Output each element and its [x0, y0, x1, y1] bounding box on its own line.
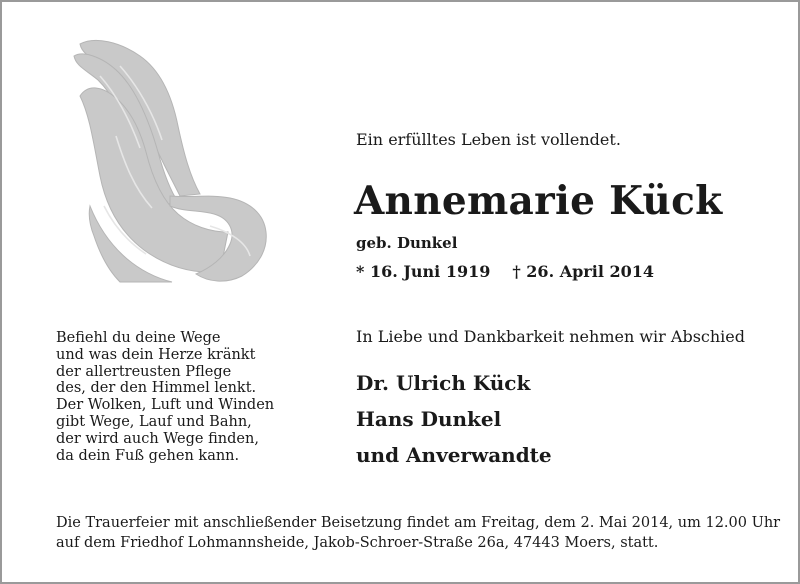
mourner: und Anverwandte	[356, 443, 552, 467]
funeral-line: Die Trauerfeier mit anschließender Beisetzung findet am Freitag, dem 2. Mai 2014, um 12.00 Uhr	[56, 515, 781, 531]
poem-line: der allertreusten Pflege	[56, 363, 232, 380]
death-date: † 26. April 2014	[512, 262, 654, 281]
poem-line: und was dein Herze kränkt	[56, 346, 256, 363]
funeral-info	[56, 513, 780, 553]
praying-hands-icon	[60, 36, 270, 286]
funeral-line: auf dem Friedhof Lohmannsheide, Jakob-Schroer-Straße 26a, 47443 Moers, statt.	[56, 535, 659, 551]
motto: Ein erfülltes Leben ist vollendet.	[356, 130, 621, 149]
poem-line: gibt Wege, Lauf und Bahn,	[56, 413, 252, 430]
poem-line: der wird auch Wege finden,	[56, 430, 259, 447]
birth-name: geb. Dunkel	[356, 234, 458, 252]
life-dates	[356, 262, 654, 281]
deceased-name: Annemarie Kück	[354, 178, 723, 224]
poem-line: des, der den Himmel lenkt.	[56, 380, 257, 397]
mourner: Dr. Ulrich Kück	[356, 371, 531, 395]
poem-line: da dein Fuß gehen kann.	[56, 447, 240, 464]
poem	[56, 330, 274, 464]
farewell-line: In Liebe und Dankbarkeit nehmen wir Abschied	[356, 327, 746, 346]
mourners-list	[356, 370, 552, 478]
birth-date: * 16. Juni 1919	[356, 262, 491, 281]
mourner: Hans Dunkel	[356, 407, 502, 431]
poem-line: Der Wolken, Luft und Winden	[56, 397, 275, 414]
poem-line: Befiehl du deine Wege	[56, 330, 221, 346]
